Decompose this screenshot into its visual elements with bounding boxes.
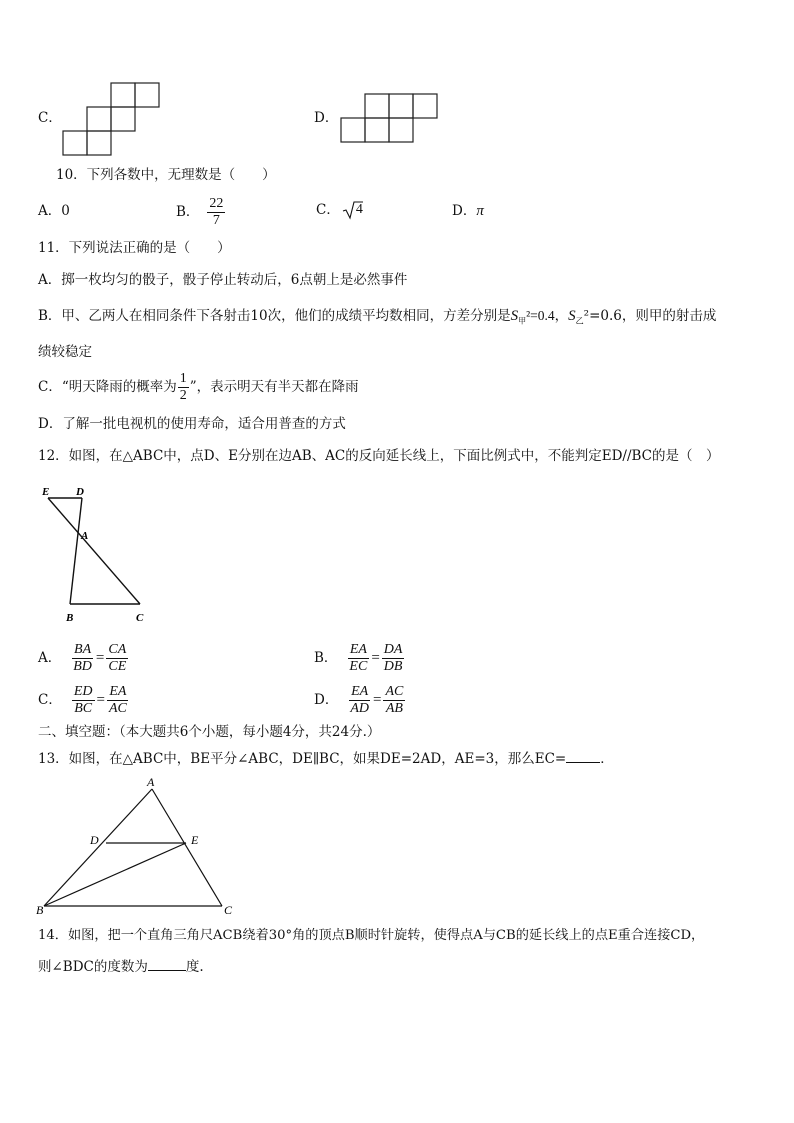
- q11-option-b-cont: 绩较稳定: [38, 344, 92, 360]
- q10-option-d: D．π: [452, 203, 484, 219]
- q10-option-b: B． $\frac{22}{7}$: [176, 195, 224, 228]
- q14-line2: 则∠BDC的度数为 度.: [38, 959, 204, 975]
- q12-option-a: A． $\frac{BA}{BD}$ = $\frac{CA}{CE}$: [38, 641, 127, 674]
- q10-option-c: C． 4: [316, 202, 363, 218]
- q9-option-d-figure: [340, 93, 440, 145]
- q12-label-b: B: [66, 612, 74, 624]
- q11-stem: 11．下列说法正确的是（ ）: [38, 240, 231, 256]
- q13-label-c: C: [224, 903, 233, 917]
- q9-option-d-label: D．: [314, 110, 339, 126]
- q11-option-c: C．“明天降雨的概率为 $\frac{1}{2}$ ”，表示明天有半天都在降雨: [38, 370, 359, 403]
- q11-option-d: D．了解一批电视机的使用寿命，适合用普查的方式: [38, 416, 346, 432]
- q10-stem: 10．下列各数中，无理数是（ ）: [56, 167, 276, 183]
- q12-option-c: C． $\frac{ED}{BC}$ = $\frac{EA}{AC}$: [38, 683, 127, 716]
- q13-stem: 13．如图，在△ABC中，BE平分∠ABC，DE∥BC，如果DE=2AD，AE=3，那么EC= ．: [38, 751, 614, 767]
- q14-line1: 14．如图，把一个直角三角尺ACB绕着30°角的顶点B顺时针旋转，使得点A与CB的延长线上的点E重合连接CD，: [38, 928, 705, 943]
- q13-answer-blank[interactable]: [566, 750, 600, 763]
- q12-label-c: C: [136, 612, 144, 624]
- q14-answer-blank[interactable]: [148, 958, 186, 971]
- q10-option-a: A．0: [38, 203, 70, 219]
- q9-option-c-label: C．: [38, 110, 62, 126]
- q13-label-d: D: [90, 833, 99, 847]
- q11-option-b: B．甲、乙两人在相同条件下各射击10次，他们的成绩平均数相同，方差分别是$S_甲^2=0.4$，$S_乙^2=0.6$，则甲的射击成: [38, 308, 717, 326]
- section-fill-in-heading: 二、填空题：（本大题共6个小题，每小题4分，共24分.）: [38, 724, 381, 740]
- q13-label-b: B: [36, 903, 44, 917]
- q13-figure: [34, 774, 244, 918]
- q12-stem: 12．如图，在△ABC中，点D、E分别在边AB、AC的反向延长线上，下面比例式中，不能判定ED//BC的是（ ）: [38, 448, 720, 464]
- q13-label-e: E: [191, 833, 199, 847]
- q12-label-a: A: [81, 530, 89, 542]
- q12-label-e: E: [42, 486, 50, 498]
- q12-figure: [36, 482, 156, 628]
- q9-option-c-figure: [62, 82, 162, 156]
- q12-option-d: D． $\frac{EA}{AD}$ = $\frac{AC}{AB}$: [314, 683, 404, 716]
- q12-label-d: D: [76, 486, 84, 498]
- q11-option-a: A．掷一枚均匀的骰子，骰子停止转动后，6点朝上是必然事件: [38, 272, 408, 288]
- q13-label-a: A: [147, 775, 155, 789]
- q12-option-b: B． $\frac{EA}{EC}$ = $\frac{DA}{DB}$: [314, 641, 403, 674]
